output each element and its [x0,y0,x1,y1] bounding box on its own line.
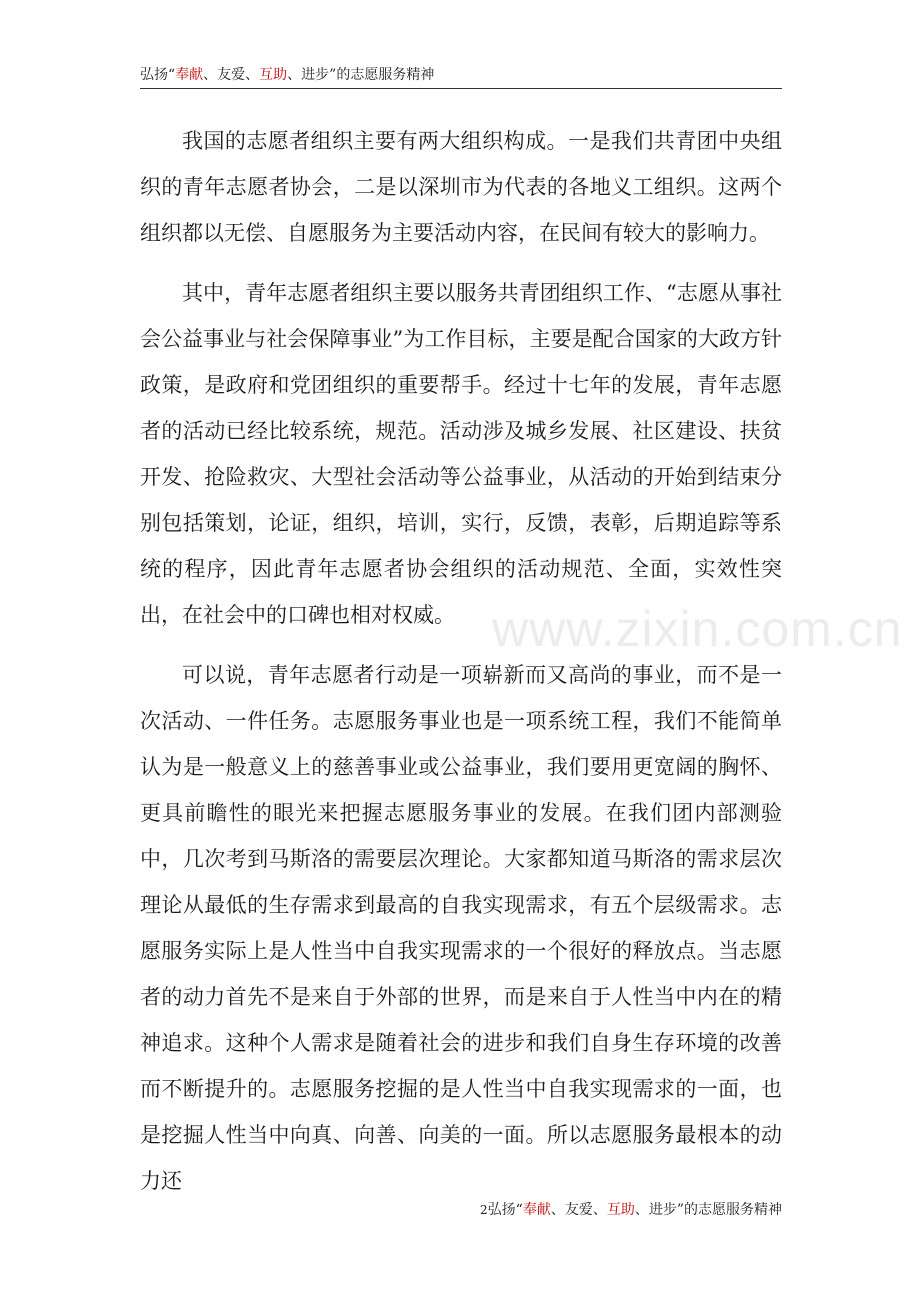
header-text-suffix: 、进步”的志愿服务精神 [287,67,435,83]
header-highlight-mutual-aid: 互助 [259,67,288,83]
paragraph-volunteer-motivation: 可以说，青年志愿者行动是一项崭新而又高尚的事业，而不是一次活动、一件任务。志愿服务事业也是一项系统工程，我们不能简单认为是一般意义上的慈善事业或公益事业，我们要用更宽阔的胸怀、更具前瞻性的眼光来把握志愿服务事业的发展。在我们团内部测验中，几次考到马斯洛的需要层次理论。大家都知道马斯洛的需求层次理论从最低的生存需求到最高的自我实现需求，有五个层级需求。志愿服务实际上是人性当中自我实现需求的一个很好的释放点。当志愿者的动力首先不是来自于外部的世界，而是来自于人性当中内在的精神追求。这种个人需求是随着社会的进步和我们自身生存环境的改善而不断提升的。志愿服务挖掘的是人性当中自我实现需求的一面，也是挖掘人性当中向真、向善、向美的一面。所以志愿服务最根本的动力还 [140,663,782,1193]
document-body [140,118,782,1218]
paragraph-youth-volunteers: 其中，青年志愿者组织主要以服务共青团组织工作、“志愿从事社会公益事业与社会保障事业”为工作目标，主要是配合国家的大政方针政策，是政府和党团组织的重要帮手。经过十七年的发展，青年志愿者的活动已经比较系统，规范。活动涉及城乡发展、社区建设、扶贫开发、抢险救灾、大型社会活动等公益事业，从活动的开始到结束分别包括策划，论证，组织，培训，实行，反馈，表彰，后期追踪等系统的程序，因此青年志愿者协会组织的活动规范、全面，实效性突出，在社会中的口碑也相对权威。 [140,281,782,627]
page-footer [456,1200,782,1220]
header-highlight-dedication: 奉献 [175,67,204,83]
paragraph-organizations: 我国的志愿者组织主要有两大组织构成。一是我们共青团中央组织的青年志愿者协会，二是以深圳市为代表的各地义工组织。这两个组织都以无偿、自愿服务为主要活动内容，在民间有较大的影响力。 [140,129,782,245]
footer-text-prefix: 弘扬“ [487,1202,523,1218]
page-number: 2 [480,1203,488,1217]
watermark: www.zixin.com.cn [492,601,903,657]
header-text-separator: 、友爱、 [203,67,260,83]
page-header [140,64,782,89]
footer-text-suffix: 、进步”的志愿服务精神 [634,1202,782,1218]
footer-text-separator: 、友爱、 [550,1202,607,1218]
header-text-prefix: 弘扬“ [140,67,176,83]
footer-highlight-dedication: 奉献 [522,1202,551,1218]
footer-highlight-mutual-aid: 互助 [606,1202,635,1218]
